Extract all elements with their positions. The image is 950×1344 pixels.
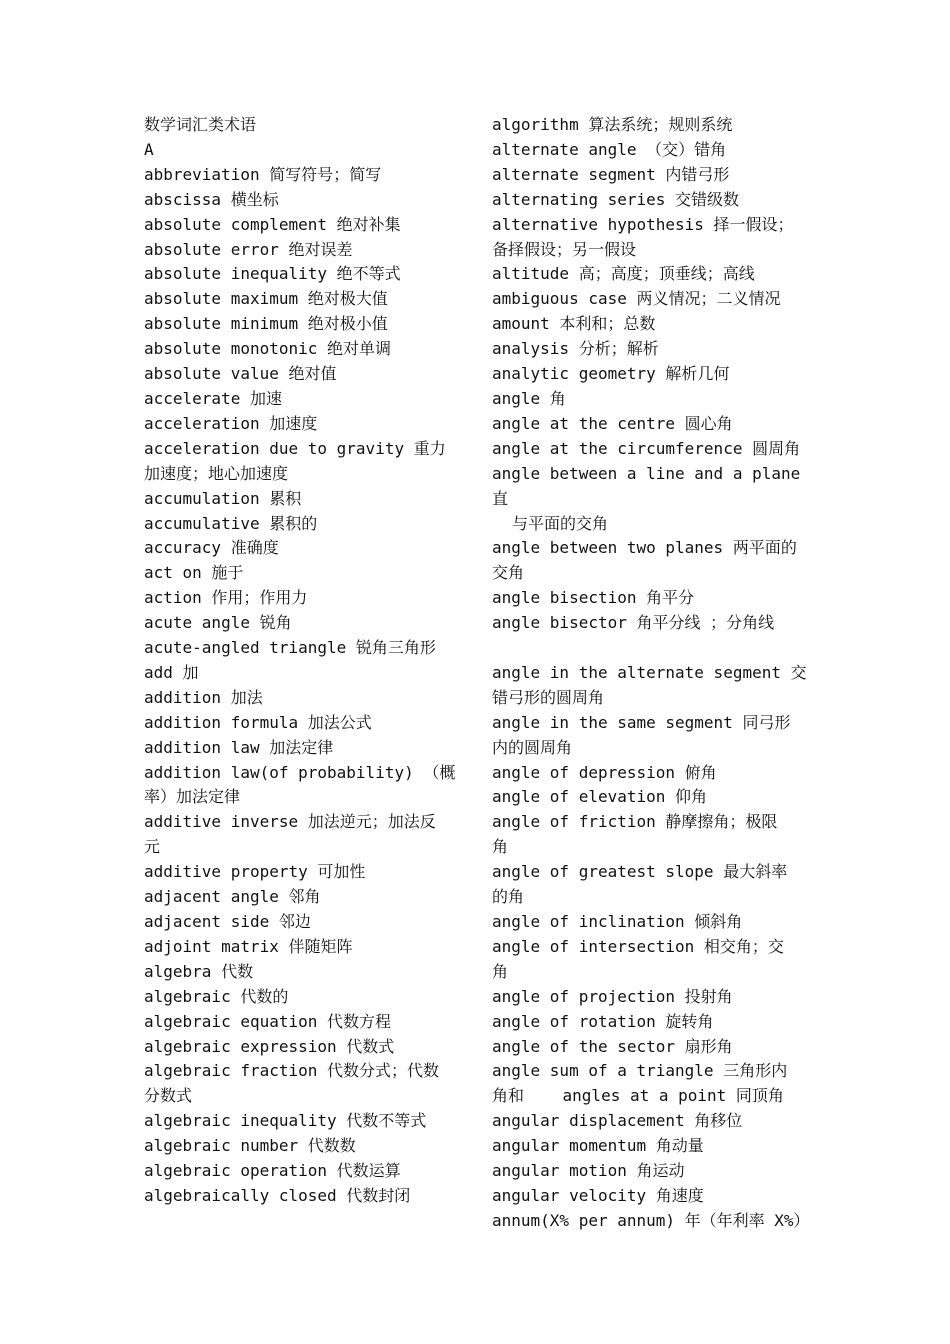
glossary-line: absolute inequality 绝不等式 [144, 264, 401, 284]
glossary-line: angle 角 [492, 388, 566, 408]
glossary-line: accuracy 准确度 [144, 538, 279, 558]
glossary-line: 角和 angles at a point 同顶角 [492, 1086, 784, 1106]
glossary-line: absolute complement 绝对补集 [144, 214, 401, 234]
glossary-line: alternating series 交错级数 [492, 189, 740, 209]
glossary-line: A [144, 139, 154, 159]
glossary-line: accelerate 加速 [144, 388, 282, 408]
right-column [492, 113, 810, 1234]
glossary-line: 元 [144, 837, 161, 857]
glossary-line: 交角 [492, 563, 525, 583]
glossary-line: abscissa 横坐标 [144, 189, 279, 209]
glossary-line: adjoint matrix 伴随矩阵 [144, 936, 353, 956]
glossary-line: angle of intersection 相交角；交 [492, 936, 784, 956]
glossary-line: acceleration due to gravity 重力 [144, 438, 446, 458]
glossary-line: angular velocity 角速度 [492, 1185, 704, 1205]
glossary-line: abbreviation 简写符号；简写 [144, 164, 382, 184]
glossary-line: angle of projection 投射角 [492, 986, 733, 1006]
glossary-line: angle of depression 俯角 [492, 762, 717, 782]
glossary-line: altitude 高；高度；顶垂线；高线 [492, 264, 755, 284]
glossary-line: act on 施于 [144, 563, 244, 583]
glossary-line: angle bisector 角平分线 ；分角线 [492, 613, 775, 633]
glossary-line: additive property 可加性 [144, 862, 366, 882]
glossary-line: amount 本利和；总数 [492, 314, 656, 334]
glossary-line: alternative hypothesis 择一假设； [492, 214, 794, 234]
glossary-line: alternate angle （交）错角 [492, 139, 727, 159]
glossary-line: addition formula 加法公式 [144, 712, 372, 732]
glossary-line: 加速度；地心加速度 [144, 463, 289, 483]
glossary-line: algebraic operation 代数运算 [144, 1161, 401, 1181]
glossary-line: absolute maximum 绝对极大值 [144, 289, 388, 309]
glossary-line: addition law(of probability) （概 [144, 762, 456, 782]
glossary-line: acute angle 锐角 [144, 613, 292, 633]
glossary-line: angle sum of a triangle 三角形内 [492, 1061, 788, 1081]
glossary-line: 角 [492, 961, 509, 981]
glossary-line: algebraic 代数的 [144, 986, 289, 1006]
glossary-line: absolute minimum 绝对极小值 [144, 314, 388, 334]
glossary-line: algebraic inequality 代数不等式 [144, 1111, 427, 1131]
glossary-line: acute-angled triangle 锐角三角形 [144, 638, 436, 658]
glossary-line: 率）加法定律 [144, 787, 241, 807]
glossary-line: 备择假设；另一假设 [492, 239, 637, 259]
glossary-line: algebraic equation 代数方程 [144, 1011, 392, 1031]
glossary-line: alternate segment 内错弓形 [492, 164, 730, 184]
glossary-line: 与平面的交角 [512, 513, 609, 533]
glossary-line: 的角 [492, 887, 525, 907]
glossary-line: angle at the circumference 圆周角 [492, 438, 801, 458]
glossary-line: angle of inclination 倾斜角 [492, 911, 743, 931]
glossary-line: absolute error 绝对误差 [144, 239, 353, 259]
glossary-line: angle in the alternate segment 交 [492, 662, 807, 682]
glossary-line: absolute monotonic 绝对单调 [144, 339, 392, 359]
glossary-line: additive inverse 加法逆元；加法反 [144, 812, 436, 832]
glossary-line: accumulative 累积的 [144, 513, 318, 533]
glossary-line: algebraic number 代数数 [144, 1136, 356, 1156]
glossary-line: algebra 代数 [144, 961, 254, 981]
glossary-line: add 加 [144, 662, 199, 682]
glossary-line: angle of rotation 旋转角 [492, 1011, 714, 1031]
glossary-line: angular motion 角运动 [492, 1161, 685, 1181]
glossary-line: angle of greatest slope 最大斜率 [492, 862, 788, 882]
glossary-line: algebraic fraction 代数分式；代数 [144, 1061, 440, 1081]
glossary-line: analytic geometry 解析几何 [492, 364, 730, 384]
glossary-line: angle bisection 角平分 [492, 588, 695, 608]
glossary-line: angle of the sector 扇形角 [492, 1036, 733, 1056]
glossary-line: adjacent angle 邻角 [144, 887, 321, 907]
glossary-line: analysis 分析；解析 [492, 339, 659, 359]
glossary-line: adjacent side 邻边 [144, 912, 311, 931]
glossary-line: 分数式 [144, 1086, 193, 1106]
glossary-line: angle of elevation 仰角 [492, 787, 708, 807]
glossary-line: addition 加法 [144, 687, 263, 707]
glossary-line [492, 636, 810, 661]
glossary-line: algebraically closed 代数封闭 [144, 1185, 411, 1205]
glossary-line: 错弓形的圆周角 [492, 687, 605, 707]
page-title: 数学词汇类术语 [144, 115, 257, 134]
glossary-line: 角 [492, 837, 509, 857]
glossary-line: acceleration 加速度 [144, 413, 318, 433]
glossary-line: angle between two planes 两平面的 [492, 538, 797, 558]
glossary-line: angle at the centre 圆心角 [492, 413, 733, 433]
glossary-line: angle of friction 静摩擦角；极限 [492, 812, 778, 832]
glossary-line: addition law 加法定律 [144, 737, 334, 757]
glossary-line: angular momentum 角动量 [492, 1136, 704, 1156]
left-column [144, 113, 464, 1209]
glossary-line: angular displacement 角移位 [492, 1111, 743, 1131]
glossary-line: annum(X% per annum) 年（年利率 X%） [492, 1210, 810, 1230]
glossary-line: algebraic expression 代数式 [144, 1036, 395, 1056]
glossary-line: accumulation 累积 [144, 488, 302, 508]
glossary-line: angle in the same segment 同弓形 [492, 712, 791, 732]
glossary-line: angle between a line and a plane 直 [492, 463, 810, 508]
glossary-line: 内的圆周角 [492, 737, 573, 757]
glossary-line: action 作用；作用力 [144, 588, 308, 608]
glossary-line: algorithm 算法系统；规则系统 [492, 115, 733, 134]
glossary-line: absolute value 绝对值 [144, 364, 337, 384]
glossary-line: ambiguous case 两义情况；二义情况 [492, 289, 781, 309]
